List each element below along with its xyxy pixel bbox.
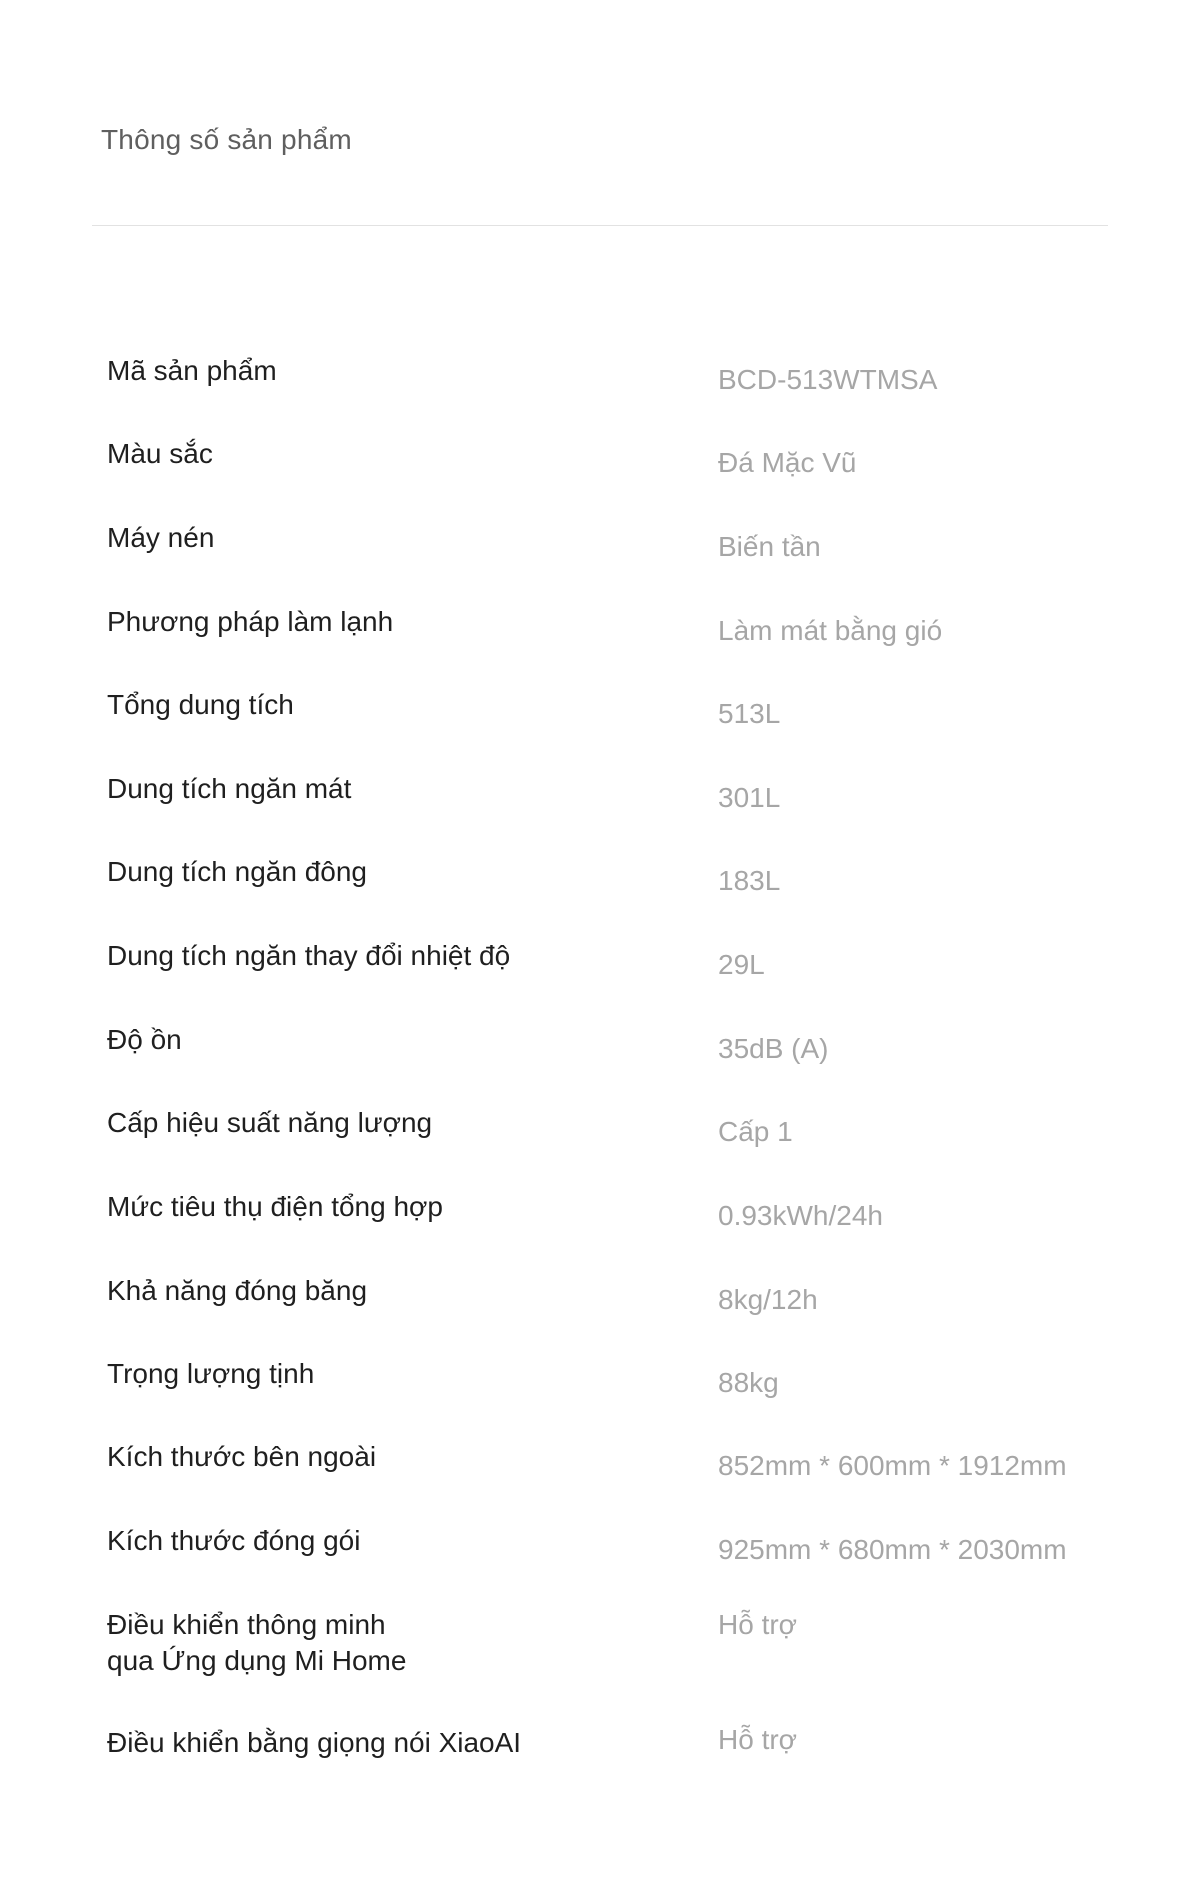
spec-row-net-weight: [107, 1356, 1107, 1436]
spec-value: 183L: [718, 865, 781, 896]
spec-value: Hỗ trợ: [718, 1724, 798, 1755]
spec-row-mi-home-control: [107, 1607, 1107, 1693]
spec-row-freezing-capacity: [107, 1273, 1107, 1353]
spec-value: 925mm * 680mm * 2030mm: [718, 1534, 1067, 1565]
spec-value: 29L: [718, 949, 765, 980]
spec-label: Điều khiển thông minh qua Ứng dụng Mi Home: [107, 1609, 407, 1676]
spec-row-cooling-method: [107, 604, 1107, 684]
spec-row-voice-control: [107, 1725, 1107, 1805]
spec-label: Màu sắc: [107, 438, 213, 469]
spec-row-compressor: [107, 520, 1107, 600]
spec-value: BCD-513WTMSA: [718, 364, 938, 395]
spec-value: 852mm * 600mm * 1912mm: [718, 1450, 1067, 1481]
spec-value: 88kg: [718, 1367, 779, 1398]
spec-label: Kích thước bên ngoài: [107, 1441, 377, 1472]
spec-value: 0.93kWh/24h: [718, 1200, 883, 1231]
spec-label: Khả năng đóng băng: [107, 1275, 368, 1306]
page-title: Thông số sản phẩm: [101, 124, 352, 155]
spec-label: Tổng dung tích: [107, 689, 294, 720]
spec-row-noise: [107, 1022, 1107, 1102]
spec-value: 513L: [718, 698, 781, 729]
header-divider: [92, 225, 1108, 226]
spec-row-package-dimensions: [107, 1523, 1107, 1603]
spec-label: Mức tiêu thụ điện tổng hợp: [107, 1191, 443, 1222]
spec-row-freezer-capacity: [107, 854, 1107, 934]
spec-value: Làm mát bằng gió: [718, 615, 943, 646]
spec-label: Dung tích ngăn mát: [107, 773, 352, 804]
spec-label: Phương pháp làm lạnh: [107, 606, 394, 637]
spec-row-outer-dimensions: [107, 1439, 1107, 1519]
spec-value: Cấp 1: [718, 1116, 793, 1147]
spec-row-power-consumption: [107, 1189, 1107, 1269]
spec-row-product-code: [107, 353, 1107, 433]
spec-value: 8kg/12h: [718, 1284, 818, 1315]
spec-label: Dung tích ngăn đông: [107, 856, 367, 887]
spec-label: Dung tích ngăn thay đổi nhiệt độ: [107, 940, 511, 971]
spec-value: 35dB (A): [718, 1033, 829, 1064]
spec-value: Đá Mặc Vũ: [718, 447, 857, 478]
spec-label: Độ ồn: [107, 1024, 182, 1055]
spec-value: Hỗ trợ: [718, 1609, 798, 1640]
spec-label: Kích thước đóng gói: [107, 1525, 361, 1556]
spec-label: Máy nén: [107, 522, 215, 553]
spec-row-fridge-capacity: [107, 771, 1107, 851]
spec-label: Điều khiển bằng giọng nói XiaoAI: [107, 1727, 522, 1758]
spec-row-total-capacity: [107, 687, 1107, 767]
spec-row-convertible-capacity: [107, 938, 1107, 1018]
spec-label: Trọng lượng tịnh: [107, 1358, 315, 1389]
spec-value: Biến tần: [718, 531, 821, 562]
spec-row-color: [107, 436, 1107, 516]
spec-value: 301L: [718, 782, 781, 813]
spec-row-energy-grade: [107, 1105, 1107, 1185]
spec-label: Cấp hiệu suất năng lượng: [107, 1107, 433, 1138]
spec-label: Mã sản phẩm: [107, 355, 277, 386]
